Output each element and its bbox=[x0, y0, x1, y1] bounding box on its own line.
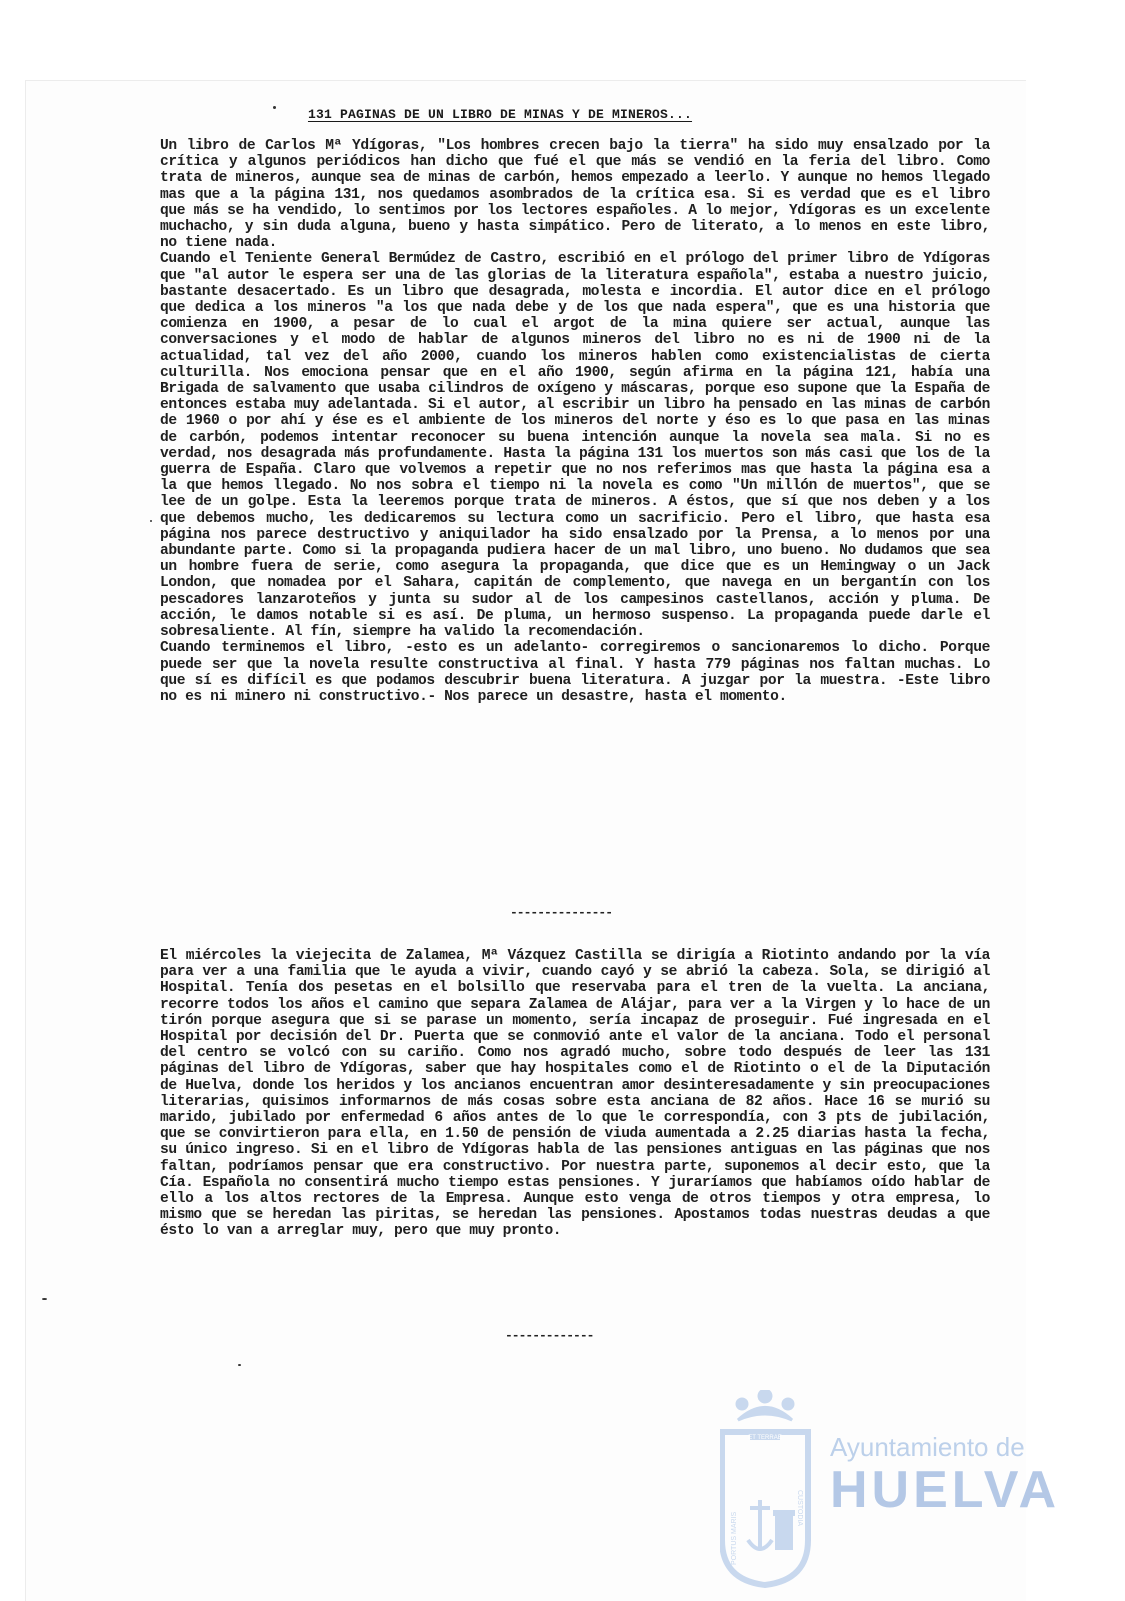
seal-right-text: CUSTODIA bbox=[796, 1490, 803, 1527]
paragraph-book-review: Un libro de Carlos Mª Ydígoras, "Los hombres crecen bajo la tierra" ha sido muy ensalzado por la crítica y algunos periódicos han dicho que fué el que más se vendió en la feria del libro. Como trata de mineros, aunque sea de minas de carbón, hemos empezado a leerlo. Y aunque no hemos llegado mas que a la página 131, nos quedamos asombrados de la crítica esa. Si es verdad que es el libro que más se ha vendido, lo sentimos por los lectores españoles. A lo mejor, Ydígoras es un excelente muchacho, y sin duda alguna, bueno y hasta simpático. Pero de literato, a lo menos en este libro, no tiene nada. Cuando el Teniente General Bermúdez de Castro, escribió en el prólogo del primer libro de Ydígoras que "al autor le espera ser una de las glorias de la literatura española", estaba a nuestro juicio, bastante desacertado. Es un libro que desagrada, molesta e incordia. El autor dice en el prólogo que dedica a los mineros "a los que nada debe y de los que nada espera", que es una historia que comienza en 1900, a pesar de lo cual el argot de la mina quiere ser actual, aunque las conversaciones y el modo de hablar de algunos mineros del libro no es ni de 1900 ni de la actualidad, tal vez del año 2000, cuando los mineros hablen como existencialistas de cierta culturilla. Nos emociona pensar que en el año 1900, según afirma en la página 121, había una Brigada de salvamento que usaba cilindros de oxígeno y máscaras, porque eso supone que la España de entonces estaba muy adelantada. Si el autor, al escribir un libro ha pensado en las minas de carbón de 1960 o por ahí y ése es el ambiente de los mineros del norte y éso es lo que pasa en las minas de carbón, podemos intentar reconocer su buena intención aunque la novela sea mala. Si no es verdad, nos desagrada más profundamente. Hasta la página 131 los muertos son más casi que los de la guerra de España. Claro que volvemos a repetir que no nos referimos mas que hasta la página esa a la que hemos llegado. No nos sobra el tiempo ni la novela es como "Un millón de muertos", que se lee de un golpe. Esta la leeremos porque trata de mineros. A éstos, que sí que nos deben y a los que debemos mucho, les dedicaremos su lectura como un sacrificio. Pero el libro, que hasta esa página nos parece destructivo y aniquilador ha sido ensalzado por la Prensa, a lo menos por una abundante parte. Como si la propaganda pudiera hacer de un mal libro, uno bueno. No dudamos que sea un hombre fuera de serie, como asegura la propaganda, que dice que es un Hemingway o un Jack London, que nomadea por el Sahara, capitán de complemento, que navega en un bergantín con los pescadores lanzaroteños y junta su sudor al de los campesinos castellanos, acción y pluma. De acción, le damos notable si es así. De pluma, un hermoso suspenso. La propaganda puede darle el sobresaliente. Al fín, siempre ha valido la recomendación. Cuando terminemos el libro, -esto es un adelanto- corregiremos o sancionaremos lo dicho. Porque puede ser que la novela resulte constructiva al final. Y hasta 779 páginas nos faltan muchas. Lo que sí es difícil es que podamos descubrir buena literatura. A juzgar por la muestra. -Este libro no es ni minero ni constructivo.- Nos parece un desastre, hasta el momento. bbox=[160, 138, 990, 705]
paper-speck bbox=[238, 1364, 241, 1366]
watermark-line-2: HUELVA bbox=[830, 1461, 1061, 1519]
seal-crown-icon bbox=[737, 1390, 793, 1420]
seal-ribbon-text: ET TERRAE bbox=[748, 1435, 782, 1441]
document-title bbox=[0, 107, 1000, 122]
paragraph-zalamea-story: El miércoles la viejecita de Zalamea, Mª Vázquez Castilla se dirigía a Riotinto andando por la vía para ver a una familia que le ayuda a vivir, cuando cayó y se abrió la cabeza. Sola, se dirigió al Hospital. Tenía dos pesetas en el bolsillo que reservaba para el tren de la vuelta. La anciana, recorre todos los años el camino que separa Zalamea de Alájar, para ver a la Virgen y lo hace de un tirón porque asegura que si se parase un momento, sería incapaz de proseguir. Fué ingresada en el Hospital por decisión del Dr. Puerta que se conmovió ante el valor de la anciana. Todo el personal del centro se volcó con su cariño. Como nos agradó mucho, sobre todo después de leer las 131 páginas del libro de Ydígoras, saber que hay hospitales como el de Riotinto o el de la Diputación de Huelva, donde los heridos y los ancianos encuentran amor desinteresadamente y sin preocupaciones literarias, quisimos informarnos de más cosas sobre esta anciana de 82 años. Hace 16 se murió su marido, jubilado por enfermedad 6 años antes de lo que le correspondía, con 3 pts de jubilación, que se convirtieron para ella, en 1.50 de pensión de viuda aumentada a 2.25 diarias hasta la fecha, su único ingreso. Si en el libro de Ydígoras habla de las pensiones antiguas en las páginas que nos faltan, podríamos pensar que era constructivo. Por nuestra parte, suponemos al decir esto, que la Cía. Española no consentirá mucho tiempo estas pensiones. Y juraríamos que habíamos oído hablar de ello a los altos rectores de la Empresa. Aunque esto venga de otros tiempos y otra empresa, lo mismo que se heredan las piritas, se heredan las pensiones. Apostamos todas nuestras deudas a que ésto lo van a arreglar muy, pero que muy pronto. bbox=[160, 948, 990, 1240]
watermark-line-1: Ayuntamiento de bbox=[830, 1432, 1025, 1462]
seal-anchor-icon bbox=[748, 1500, 772, 1550]
section-divider: ------------- bbox=[505, 1328, 594, 1343]
seal-tower-icon bbox=[775, 1515, 793, 1550]
section-divider: --------------- bbox=[510, 905, 613, 920]
paper-speck bbox=[42, 1298, 47, 1300]
paper-speck bbox=[150, 520, 152, 522]
seal-left-text: PORTUS MARIS bbox=[731, 1511, 738, 1565]
document-title-text: 131 PAGINAS DE UN LIBRO DE MINAS Y DE MINEROS... bbox=[307, 107, 693, 122]
